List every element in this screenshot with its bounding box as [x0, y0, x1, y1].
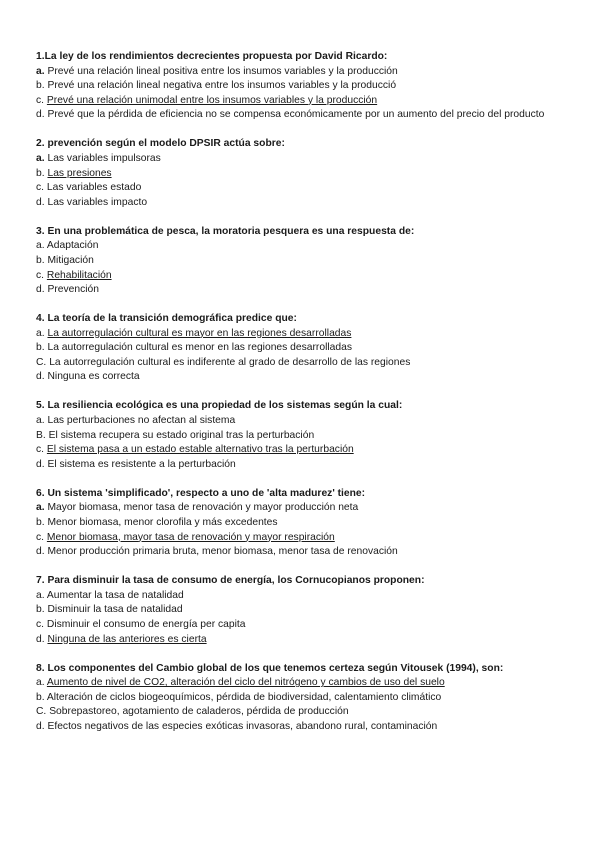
option-letter: c. — [36, 94, 45, 106]
question-title: 2. prevención según el modelo DPSIR actúa sobre: — [36, 138, 285, 150]
option-letter: C. — [36, 706, 47, 718]
option-text: Prevé una relación lineal negativa entre los insumos variables y la producció — [47, 80, 397, 92]
option-letter: a. — [36, 327, 45, 339]
marked-answer-text: Rehabilitación — [46, 269, 112, 281]
option-letter: b. — [36, 342, 45, 354]
option-text: Las perturbaciones no afectan al sistema — [47, 415, 236, 427]
option-letter: d. — [36, 633, 45, 645]
option-letter: b. — [36, 80, 45, 92]
option-letter: a. — [36, 415, 45, 427]
marked-answer-text: Las presiones — [47, 167, 112, 179]
answer-option — [36, 414, 564, 429]
answer-option — [36, 269, 564, 284]
question-title: 3. En una problemática de pesca, la moratoria pesquera es una respuesta de: — [36, 225, 415, 237]
answer-option — [36, 152, 564, 167]
option-letter: a. — [36, 589, 45, 601]
option-text: Las variables impacto — [47, 196, 148, 208]
marked-answer-text: El sistema pasa a un estado estable alternativo tras la perturbación — [46, 444, 354, 456]
option-text: La autorregulación cultural es indiferente al grado de desarrollo de las regiones — [49, 356, 411, 368]
option-letter: b. — [36, 691, 45, 703]
question-5 — [36, 399, 564, 472]
option-text: Prevención — [47, 284, 99, 296]
option-letter: d. — [36, 196, 45, 208]
option-letter: d. — [36, 720, 45, 732]
answer-option — [36, 239, 564, 254]
option-text: El sistema es resistente a la perturbación — [47, 458, 236, 470]
option-text: Menor producción primaria bruta, menor biomasa, menor tasa de renovación — [47, 546, 398, 558]
marked-answer-text: Menor biomasa, mayor tasa de renovación y mayor respiración — [46, 531, 335, 543]
option-letter: b. — [36, 516, 45, 528]
option-letter: d. — [36, 371, 45, 383]
option-letter: a. — [36, 677, 45, 689]
question-6 — [36, 487, 564, 560]
answer-option — [36, 108, 564, 123]
answer-option — [36, 196, 564, 211]
option-letter: d. — [36, 109, 45, 121]
answer-option — [36, 720, 564, 735]
option-letter: c. — [36, 182, 45, 194]
question-title: 1.La ley de los rendimientos decrecientes propuesta por David Ricardo: — [36, 51, 388, 62]
answer-option — [36, 603, 564, 618]
answer-option — [36, 589, 564, 604]
option-text: Alteración de ciclos biogeoquímicos, pérdida de biodiversidad, calentamiento climático — [46, 691, 442, 703]
option-text: Mitigación — [47, 254, 94, 266]
question-title: 5. La resiliencia ecológica es una propiedad de los sistemas según la cual: — [36, 400, 403, 412]
question-3 — [36, 225, 564, 298]
answer-option — [36, 501, 564, 516]
option-letter: a. — [36, 65, 45, 77]
marked-answer-text: Prevé una relación unimodal entre los insumos variables y la producción — [46, 94, 378, 106]
option-letter: d. — [36, 546, 45, 558]
answer-option — [36, 705, 564, 720]
quiz-document — [36, 50, 564, 749]
option-letter: a. — [36, 152, 45, 164]
option-letter: c. — [36, 269, 45, 281]
question-4 — [36, 312, 564, 385]
question-title: 6. Un sistema 'simplificado', respecto a uno de 'alta madurez' tiene: — [36, 487, 366, 499]
answer-option — [36, 531, 564, 546]
option-text: Mayor biomasa, menor tasa de renovación y mayor producción neta — [47, 502, 359, 514]
question-2 — [36, 137, 564, 210]
marked-answer-text: Aumento de nivel de CO2, alteración del ciclo del nitrógeno y cambios de uso del suelo — [46, 677, 445, 689]
option-text: Prevé que la pérdida de eficiencia no se compensa económicamente por un aumento del precio del producto — [47, 109, 545, 121]
question-title: 4. La teoría de la transición demográfica predice que: — [36, 313, 297, 325]
answer-option — [36, 545, 564, 560]
answer-option — [36, 79, 564, 94]
answer-option — [36, 283, 564, 298]
question-8 — [36, 662, 564, 735]
answer-option — [36, 633, 564, 648]
option-text: Las variables impulsoras — [47, 152, 161, 164]
answer-option — [36, 618, 564, 633]
option-text: El sistema recupera su estado original tras la perturbación — [48, 429, 315, 441]
option-letter: b. — [36, 604, 45, 616]
answer-option — [36, 516, 564, 531]
option-text: Disminuir el consumo de energía per capita — [46, 618, 246, 630]
option-text: Adaptación — [46, 240, 99, 252]
answer-option — [36, 356, 564, 371]
answer-option — [36, 167, 564, 182]
option-text: Disminuir la tasa de natalidad — [47, 604, 183, 616]
question-1 — [36, 50, 564, 123]
option-letter: C. — [36, 356, 47, 368]
option-text: Efectos negativos de las especies exóticas invasoras, abandono rural, contaminación — [47, 720, 438, 732]
option-text: Sobrepastoreo, agotamiento de caladeros, pérdida de producción — [49, 706, 349, 718]
option-letter: c. — [36, 444, 45, 456]
option-letter: a. — [36, 240, 45, 252]
marked-answer-text: La autorregulación cultural es mayor en las regiones desarrolladas — [47, 327, 352, 339]
option-letter: c. — [36, 618, 45, 630]
option-letter: a. — [36, 502, 45, 514]
option-letter: b. — [36, 167, 45, 179]
option-text: La autorregulación cultural es menor en las regiones desarrolladas — [47, 342, 352, 354]
answer-option — [36, 94, 564, 109]
answer-option — [36, 327, 564, 342]
answer-option — [36, 458, 564, 473]
option-text: Prevé una relación lineal positiva entre los insumos variables y la producción — [47, 65, 398, 77]
marked-answer-text: Ninguna de las anteriores es cierta — [47, 633, 207, 645]
answer-option — [36, 691, 564, 706]
option-letter: B. — [36, 429, 46, 441]
option-letter: d. — [36, 284, 45, 296]
answer-option — [36, 65, 564, 80]
answer-option — [36, 429, 564, 444]
answer-option — [36, 341, 564, 356]
option-letter: c. — [36, 531, 45, 543]
option-text: Ninguna es correcta — [47, 371, 140, 383]
answer-option — [36, 254, 564, 269]
option-letter: b. — [36, 254, 45, 266]
option-text: Aumentar la tasa de natalidad — [46, 589, 184, 601]
answer-option — [36, 676, 564, 691]
answer-option — [36, 443, 564, 458]
option-letter: d. — [36, 458, 45, 470]
question-title: 8. Los componentes del Cambio global de los que tenemos certeza según Vitousek (1994), son: — [36, 662, 504, 674]
option-text: Las variables estado — [46, 182, 142, 194]
answer-option — [36, 370, 564, 385]
question-title: 7. Para disminuir la tasa de consumo de energía, los Cornucopianos proponen: — [36, 575, 425, 587]
option-text: Menor biomasa, menor clorofila y más excedentes — [47, 516, 278, 528]
answer-option — [36, 181, 564, 196]
question-7 — [36, 574, 564, 647]
